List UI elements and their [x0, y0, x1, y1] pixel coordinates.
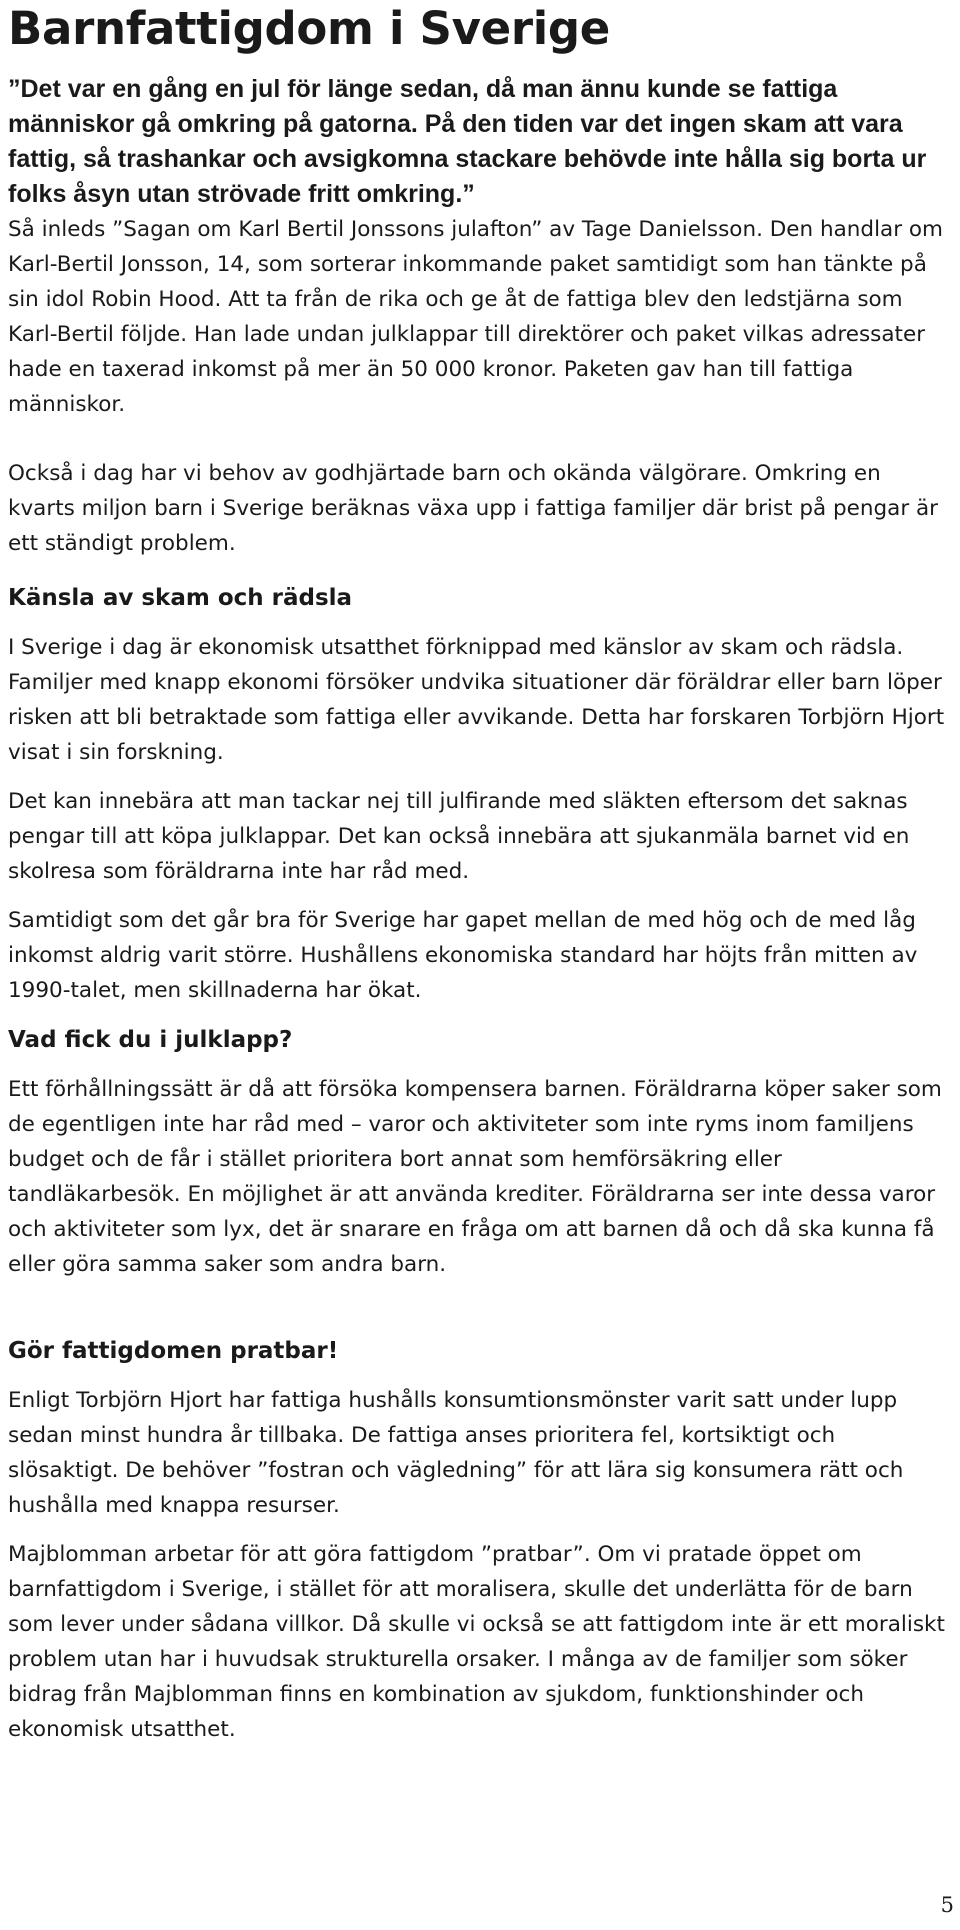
paragraph-majblomman: Majblomman arbetar för att göra fattigdom ”pratbar”. Om vi pratade öppet om barnfattigdom i Sverige, i stället för att moralisera, skulle det underlätta för de barn som lever under sådana villkor. Då skulle vi också se att fattigdom inte är ett moraliskt problem utan har i huvudsak strukturella orsaker. I många av de familjer som söker bidrag från Majblomman finns en kombination av sjukdom, funktionshinder och ekonomisk utsatthet. [8, 1542, 945, 1742]
page-number: 5 [940, 1893, 954, 1917]
heading-pratbar: Gör fattigdomen pratbar! [8, 1338, 339, 1364]
paragraph-inkomst: Samtidigt som det går bra för Sverige har gapet mellan de med hög och de med låg inkomst aldrig varit större. Hushållens ekonomiska standard har höjts från mitten av 1990-talet, men skillnaderna har ökat. [8, 908, 918, 1003]
paragraph-skam: I Sverige i dag är ekonomisk utsatthet förknippad med känslor av skam och rädsla. Familjer med knapp ekonomi försöker undvika situationer där föräldrar eller barn löper risken att bli betraktade som fattiga eller avvikande. Detta har forskaren Torbjörn Hjort visat i sin forskning. [8, 635, 945, 765]
paragraph-kompensera: Ett förhållningssätt är då att försöka kompensera barnen. Föräldrarna köper saker som de egentligen inte har råd med – varor och aktiviteter som inte ryms inom familjens budget och de får i stället prioritera bort annat som hemförsäkring eller tandläkarbesök. En möjlighet är att använda krediter. Föräldrarna ser inte dessa varor och aktiviteter som lyx, det är snarare en fråga om att barnen då och då ska kunna få eller göra samma saker som andra barn. [8, 1077, 942, 1277]
paragraph-hjort: Enligt Torbjörn Hjort har fattiga hushålls konsumtionsmönster varit satt under lupp sedan minst hundra år tillbaka. De fattiga anses prioritera fel, kortsiktigt och slösaktigt. De behöver ”fostran och vägledning” för att lära sig konsumera rätt och hushålla med knappa resurser. [8, 1388, 904, 1518]
heading-skam: Känsla av skam och rädsla [8, 585, 353, 611]
intro-quote: ”Det var en gång en jul för länge sedan, då man ännu kunde se fattiga människor gå omkring på gatorna. På den tiden var det ingen skam att vara fattig, så trashankar och avsigkomna stackare behövde inte hålla sig borta ur folks åsyn utan strövade fritt omkring.” [8, 75, 927, 208]
paragraph-valgorare: Också i dag har vi behov av godhjärtade barn och okända välgörare. Omkring en kvarts miljon barn i Sverige beräknas växa upp i fattiga familjer där brist på pengar är ett ständigt problem. [8, 461, 939, 556]
paragraph-julfirande: Det kan innebära att man tackar nej till julfirande med släkten eftersom det saknas pengar till att köpa julklappar. Det kan också innebära att sjukanmäla barnet vid en skolresa som föräldrarna inte har råd med. [8, 789, 910, 884]
heading-julklapp: Vad fick du i julklapp? [8, 1027, 293, 1053]
paragraph-saga: Så inleds ”Sagan om Karl Bertil Jonssons julafton” av Tage Danielsson. Den handlar om Karl-Bertil Jonsson, 14, som sorterar inkommande paket samtidigt som han tänkte på sin idol Robin Hood. Att ta från de rika och ge åt de fattiga blev den ledstjärna som Karl-Bertil följde. Han lade undan julklappar till direktörer och paket vilkas adressater hade en taxerad inkomst på mer än 50 000 kronor. Paketen gav han till fattiga människor. [8, 217, 943, 417]
page-title: Barnfattigdom i Sverige [8, 2, 610, 55]
